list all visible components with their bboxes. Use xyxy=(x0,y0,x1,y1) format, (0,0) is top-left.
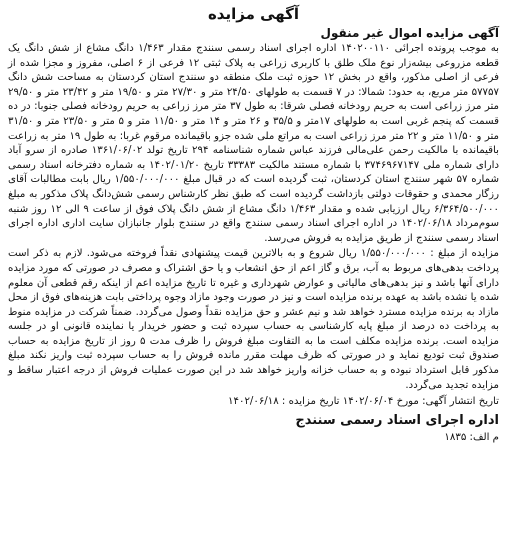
issuing-office-signature: اداره اجرای اسناد رسمی سنندج xyxy=(295,412,499,428)
notice-title: آگهی مزایده xyxy=(207,5,300,23)
property-description-paragraph: به موجب پرونده اجرائی ۱۴۰۲۰۰۱۱۰ اداره اجرای اسناد رسمی سنندج مقدار ۱/۴۶۳ دانگ مشاع از شش دانگ یک قطعه مزروعی بیشه‌زار نوع ملک طلق با کاربری زراعی به پلاک ثبتی ۱۲ فرعی از ۶ اصلی، مفروز و مجزا شده از فرعی از اصلی مذکور، واقع در بخش ۱۲ حوزه ثبت ملک منطقه دو سنندج استان کردستان به مساحت شش دانگ ۵۷۷۵۷ متر مربع، به حدود: شمالا: در ۷ قسمت به طولهای ۲۴/۵۰ متر و ۲۷/۳۰ متر و ۱۹/۵۰ متر و ۲۳/۴۲ متر و ۲۹/۵۰ متر مرز زراعی است به حریم رودخانه فصلی شرقا: به طول ۳۷ متر مرز زراعی به حریم رودخانه فصلی جنوبا: در ده قسمت که پنجم غربی است به طولهای ۱۷متر و ۳۵/۵ و ۲۶ متر و ۱۴ متر و ۱۱/۵۰ متر و ۵ متر و ۲۳/۵۰ متر و ۳۱/۵۰ متر و ۱۱/۵۰ متر و ۲۲ متر مرز زراعی است به مراتع ملی شده جزو باقیمانده مرقوم غربا: به طول ۱۹ متر به زراعت باقیمانده با مالکیت رحمن علی‌مالی فرزند عباس شماره شناسنامه ۲۹۴ تاریخ تولد ۱۳۶۱/۰۶/۰۲ صادره از سرو آباد دارای شماره ملی ۳۷۴۶۹۶۷۱۴۷ با شماره مستند مالکیت ۳۳۳۸۳ تاریخ ۱۴۰۲/۰۱/۲۰ به شماره دفترخانه اسناد رسمی شماره ۵۷ شهر سنندج استان کردستان، ثبت گردیده است که در قبال مبلغ ۱/۵۵۰/۰۰۰/۰۰۰ ریال بابت مطالبات آقای رزگار محمدی و حقوقات دولتی بازداشت گردیده است که طبق نظر کارشناس رسمی شش‌دانگ پلاک مذکور به مبلغ ۶/۳۶۴/۵۰۰/۰۰۰ ریال ارزیابی شده و مقدار ۱/۴۶۳ دانگ مشاع از شش دانگ پلاک فوق از ساعت ۹ الی ۱۲ روز شنبه سوم‌مرداد ۱۴۰۲/۰۶/۱۸ در اداره اجرای اسناد رسمی سنندج واقع در سنندج بلوار جانبازان سایت اداری اداره اجرای اسناد رسمی سنندج از طریق مزایده به فروش می‌رسد. xyxy=(8,43,500,244)
reference-number: م الف: ۱۸۳۵ xyxy=(444,431,499,443)
auction-terms-paragraph: مزایده از مبلغ : ۱/۵۵۰/۰۰۰/۰۰۰ ریال شروع و به بالاترین قیمت پیشنهادی نقداً فروخته می‌شود. لازم به ذکر است پرداخت بدهی‌های مربوط به آب، برق و گاز اعم از حق انشعاب و یا حق اشتراک و مصرف در صورتی که مورد مزایده دارای آنها باشد و نیز بدهی‌های مالیاتی و عوارض شهرداری و غیره تا تاریخ مزایده اعم از اینکه رقم قطعی آن معلوم شده یا نشده باشد به عهده برنده مزایده است و نیز در صورت وجود مازاد وجوه پرداختی بابت هزینه‌های فوق از محل مازاد به برنده مزایده مسترد خواهد شد و نیم عشر و حق مزایده نقداً وصول می‌گردد. ضمناً شرکت در مزایده منوط به پرداخت ده درصد از مبلغ پایه کارشناسی به حساب سپرده ثبت و حضور خریدار یا نماینده قانونی او در جلسه مزایده است. برنده مزایده مکلف است ما به التفاوت مبلغ فروش را ظرف مدت ۵ روز از تاریخ مزایده به حساب صندوق ثبت تودیع نماید و در صورتی که ظرف مهلت مقرر مانده فروش را به حساب سپرده ثبت واریز نکند مبلغ مذکور قابل استرداد نبوده و به حساب خزانه واریز خواهد شد در این صورت عملیات فروش از درجه اعتبار ساقط و مزایده تجدید می‌گردد. xyxy=(8,248,499,391)
notice-subtitle: آگهی مزایده اموال غیر منقول xyxy=(320,26,499,40)
publication-dates: تاریخ انتشار آگهی: مورخ ۱۴۰۲/۰۶/۰۴ تاریخ مزایده : ۱۴۰۲/۰۶/۱۸ xyxy=(228,396,499,408)
